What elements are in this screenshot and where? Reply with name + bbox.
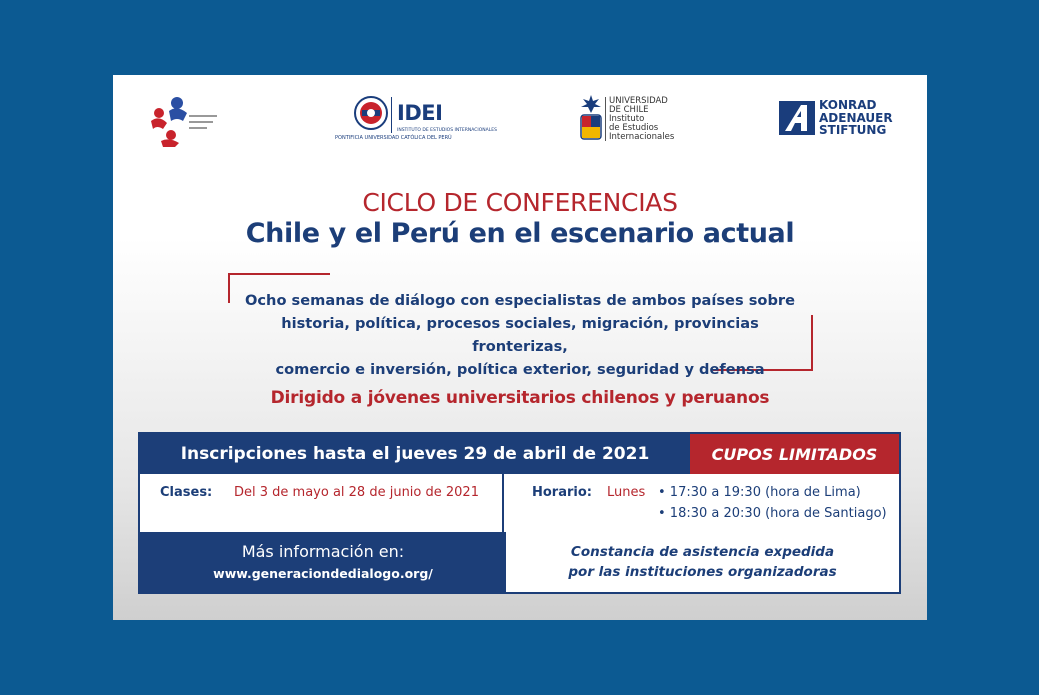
schedule-label: Horario: xyxy=(532,485,592,500)
uchile-separator xyxy=(605,97,606,141)
uchile-shield-icon xyxy=(579,93,603,143)
classes-label: Clases: xyxy=(160,485,213,500)
universidad-de-chile-logo xyxy=(579,93,689,143)
conference-cycle-title: CICLO DE CONFERENCIAS xyxy=(362,188,678,217)
info-table-footer-row xyxy=(140,532,899,592)
kas-name: KONRAD ADENAUER STIFTUNG xyxy=(819,98,893,137)
classes-cell xyxy=(140,474,504,532)
idei-name: IDEI xyxy=(397,101,443,125)
idei-university: PONTIFICIA UNIVERSIDAD CATÓLICA DEL PERÚ xyxy=(335,135,452,141)
konrad-adenauer-stiftung-logo xyxy=(777,99,897,139)
idei-subtitle: INSTITUTO DE ESTUDIOS INTERNACIONALES xyxy=(397,128,497,133)
classes-dates: Del 3 de mayo al 28 de junio de 2021 xyxy=(234,485,479,500)
info-table-schedule-row xyxy=(140,474,899,534)
frame-corner-bottom-right-vertical xyxy=(811,315,813,371)
event-poster xyxy=(113,75,927,620)
certificate-cell xyxy=(506,532,899,592)
frame-corner-top-left xyxy=(228,273,330,275)
conference-description xyxy=(233,289,807,381)
registration-deadline: Inscripciones hasta el jueves 29 de abril de 2021 xyxy=(140,434,690,474)
schedule-time-santiago: • 18:30 a 20:30 (hora de Santiago) xyxy=(658,506,887,521)
limited-seats-badge: CUPOS LIMITADOS xyxy=(690,434,899,474)
description-line: Ocho semanas de diálogo con especialistas de ambos países sobre xyxy=(245,292,795,309)
description-line: historia, política, procesos sociales, migración, provincias fronterizas, xyxy=(281,315,759,355)
pucp-seal-icon xyxy=(353,95,389,131)
more-info-label: Más información en: xyxy=(241,542,405,561)
kas-a-mark-icon xyxy=(779,101,815,135)
conference-main-title: Chile y el Perú en el escenario actual xyxy=(245,218,795,249)
idei-logo xyxy=(335,95,497,143)
description-line: comercio e inversión, política exterior, seguridad y defensa xyxy=(275,361,765,378)
uchile-name: UNIVERSIDAD DE CHILE Instituto de Estudios Internacionales xyxy=(609,96,675,142)
schedule-day: Lunes xyxy=(607,485,646,500)
info-table-header-row xyxy=(140,434,899,474)
certificate-line: por las instituciones organizadoras xyxy=(568,564,837,580)
target-audience: Dirigido a jóvenes universitarios chilenos y peruanos xyxy=(270,388,770,408)
info-table xyxy=(138,432,901,594)
frame-corner-top-left-vertical xyxy=(228,273,230,303)
schedule-cell xyxy=(506,474,899,532)
more-info-cell xyxy=(140,532,506,592)
generacion-de-dialogo-logo xyxy=(147,91,227,147)
more-info-url[interactable]: www.generaciondedialogo.org/ xyxy=(213,566,433,581)
certificate-line: Constancia de asistencia expedida xyxy=(570,544,835,560)
idei-separator xyxy=(391,97,392,133)
schedule-time-lima: • 17:30 a 19:30 (hora de Lima) xyxy=(658,485,861,500)
